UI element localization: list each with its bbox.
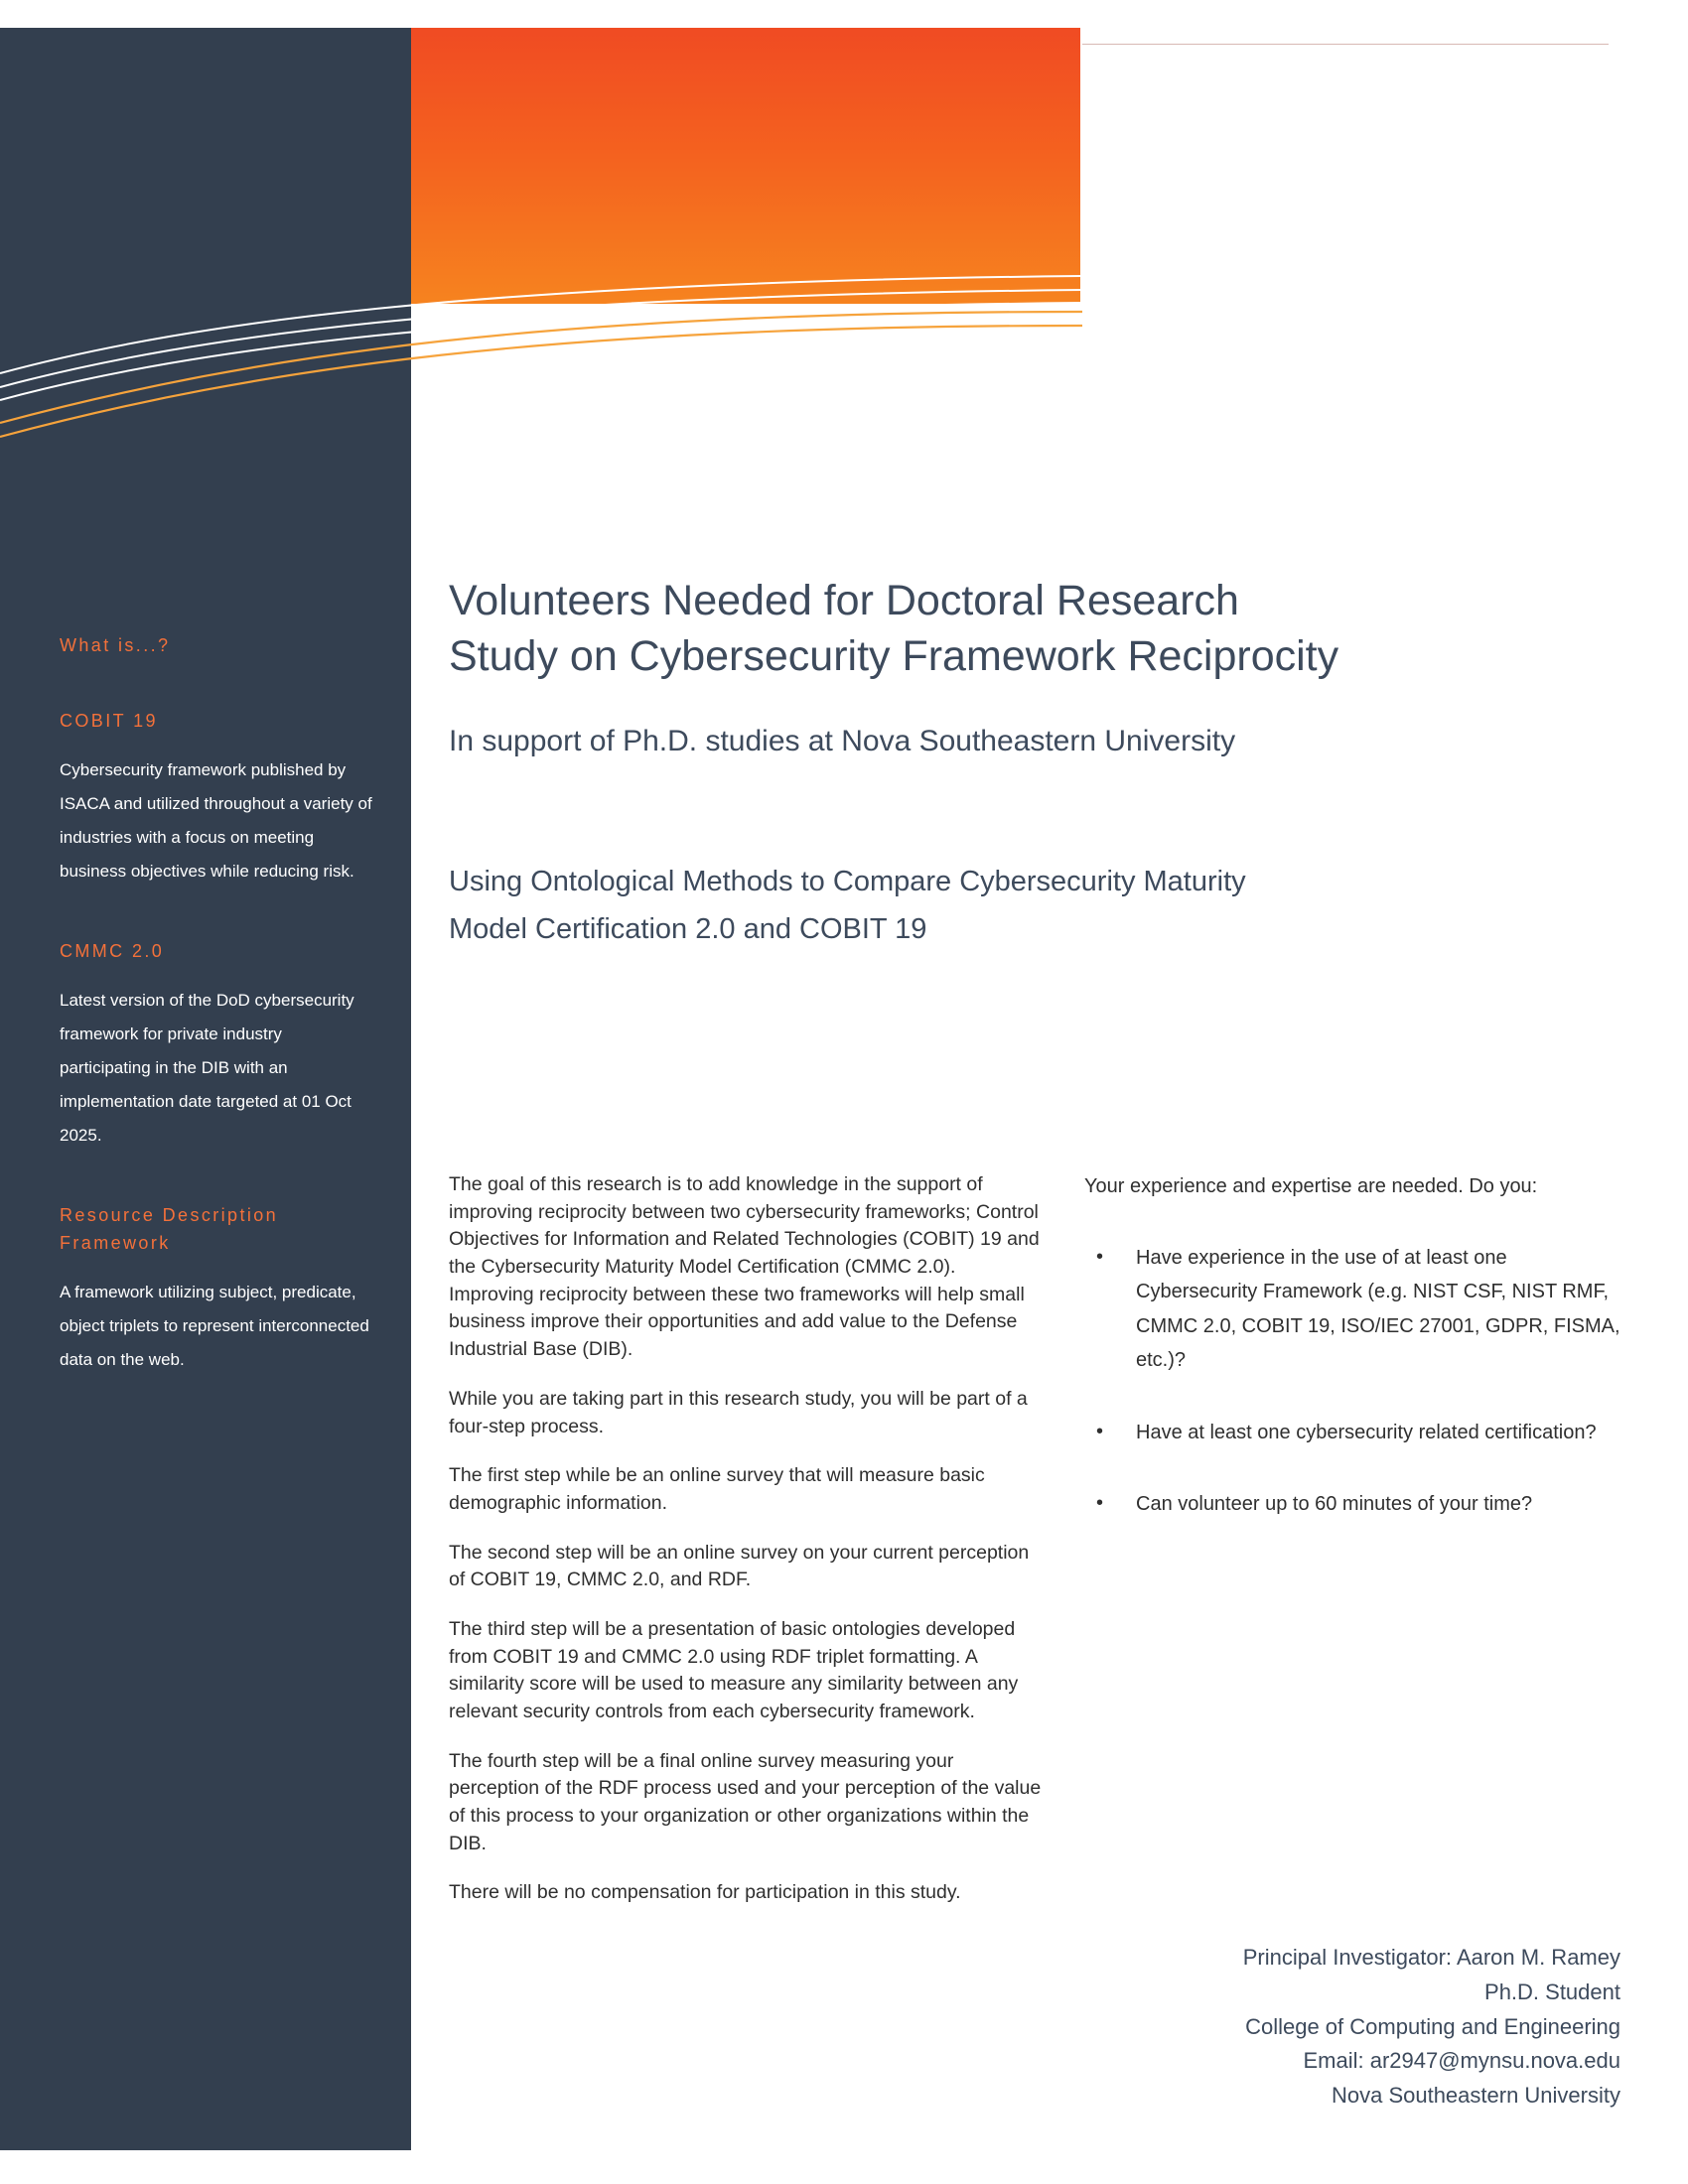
page-subtitle: In support of Ph.D. studies at Nova Southeastern University [449, 725, 1236, 757]
contact-block [1084, 1941, 1620, 2114]
list-item: • Have at least one cybersecurity related certification? [1084, 1416, 1620, 1449]
study-title-line2: Model Certification 2.0 and COBIT 19 [449, 912, 927, 945]
page-title-line1: Volunteers Needed for Doctoral Research [449, 577, 1239, 624]
sidebar-term-cobit: COBIT 19 [60, 711, 158, 731]
body-column-left [449, 1171, 1045, 1929]
body-paragraph: The fourth step will be a final online survey measuring your perception of the RDF process used and your perception of the value of this process to your organization or other organizations within the DIB. [449, 1749, 1042, 1854]
contact-role: Ph.D. Student [1484, 1979, 1620, 2004]
body-paragraph: The second step will be an online survey on your current perception of COBIT 19, CMMC 2.0, and RDF. [449, 1541, 1030, 1591]
body-paragraph: The first step while be an online survey that will measure basic demographic information. [449, 1464, 985, 1514]
page-title-line2: Study on Cybersecurity Framework Reciprocity [449, 631, 1339, 680]
sidebar-content [60, 635, 377, 1427]
study-title [449, 859, 1561, 954]
list-item: • Have experience in the use of at least one Cybersecurity Framework (e.g. NIST CSF, NIST RMF, CMMC 2.0, COBIT 19, ISO/IEC 27001, GDPR, FISMA, etc.)? [1084, 1241, 1620, 1378]
sidebar-term-rdf: Resource Description Framework [60, 1204, 279, 1253]
contact-university: Nova Southeastern University [1331, 2083, 1620, 2108]
body-paragraph: The goal of this research is to add knowledge in the support of improving reciprocity between two cybersecurity frameworks; Control Objectives for Information and Related Technologies (COBIT) 19 and the Cybersecurity Maturity Model Certification (CMMC 2.0). Improving reciprocity between these two frameworks will help small business improve their opportunities and add value to the Defense Industrial Base (DIB). [449, 1173, 1040, 1361]
page-title [449, 574, 1601, 685]
body-paragraph: There will be no compensation for participation in this study. [449, 1881, 961, 1904]
main-content [449, 0, 1640, 2184]
sidebar-term-cmmc: CMMC 2.0 [60, 940, 165, 961]
callout-intro: Your experience and expertise are needed. Do you: [1084, 1175, 1538, 1197]
body-column-right [1084, 1171, 1620, 1559]
sidebar-definition-cmmc: Latest version of the DoD cybersecurity framework for private industry participating in the DIB with an implementation date targeted at 01 Oct 2025. [60, 990, 354, 1145]
list-item: • Can volunteer up to 60 minutes of your time? [1084, 1487, 1620, 1521]
study-title-line1: Using Ontological Methods to Compare Cybersecurity Maturity [449, 866, 1246, 897]
body-paragraph: While you are taking part in this research study, you will be part of a four-step process. [449, 1387, 1028, 1437]
body-paragraph: The third step will be a presentation of basic ontologies developed from COBIT 19 and CMMC 2.0 using RDF triplet formatting. A similarity score will be used to measure any similarity between any relevant security controls from each cybersecurity framework. [449, 1617, 1019, 1722]
sidebar-definition-rdf: A framework utilizing subject, predicate, object triplets to represent interconnected data on the web. [60, 1282, 369, 1369]
contact-college: College of Computing and Engineering [1245, 2013, 1620, 2039]
sidebar-kicker: What is...? [60, 635, 171, 655]
contact-investigator: Principal Investigator: Aaron M. Ramey [1242, 1945, 1620, 1970]
contact-email: Email: ar2947@mynsu.nova.edu [1303, 2048, 1620, 2074]
sidebar-definition-cobit: Cybersecurity framework published by ISACA and utilized throughout a variety of industries with a focus on meeting business objectives while reducing risk. [60, 759, 372, 881]
eligibility-question-list [1084, 1241, 1620, 1521]
